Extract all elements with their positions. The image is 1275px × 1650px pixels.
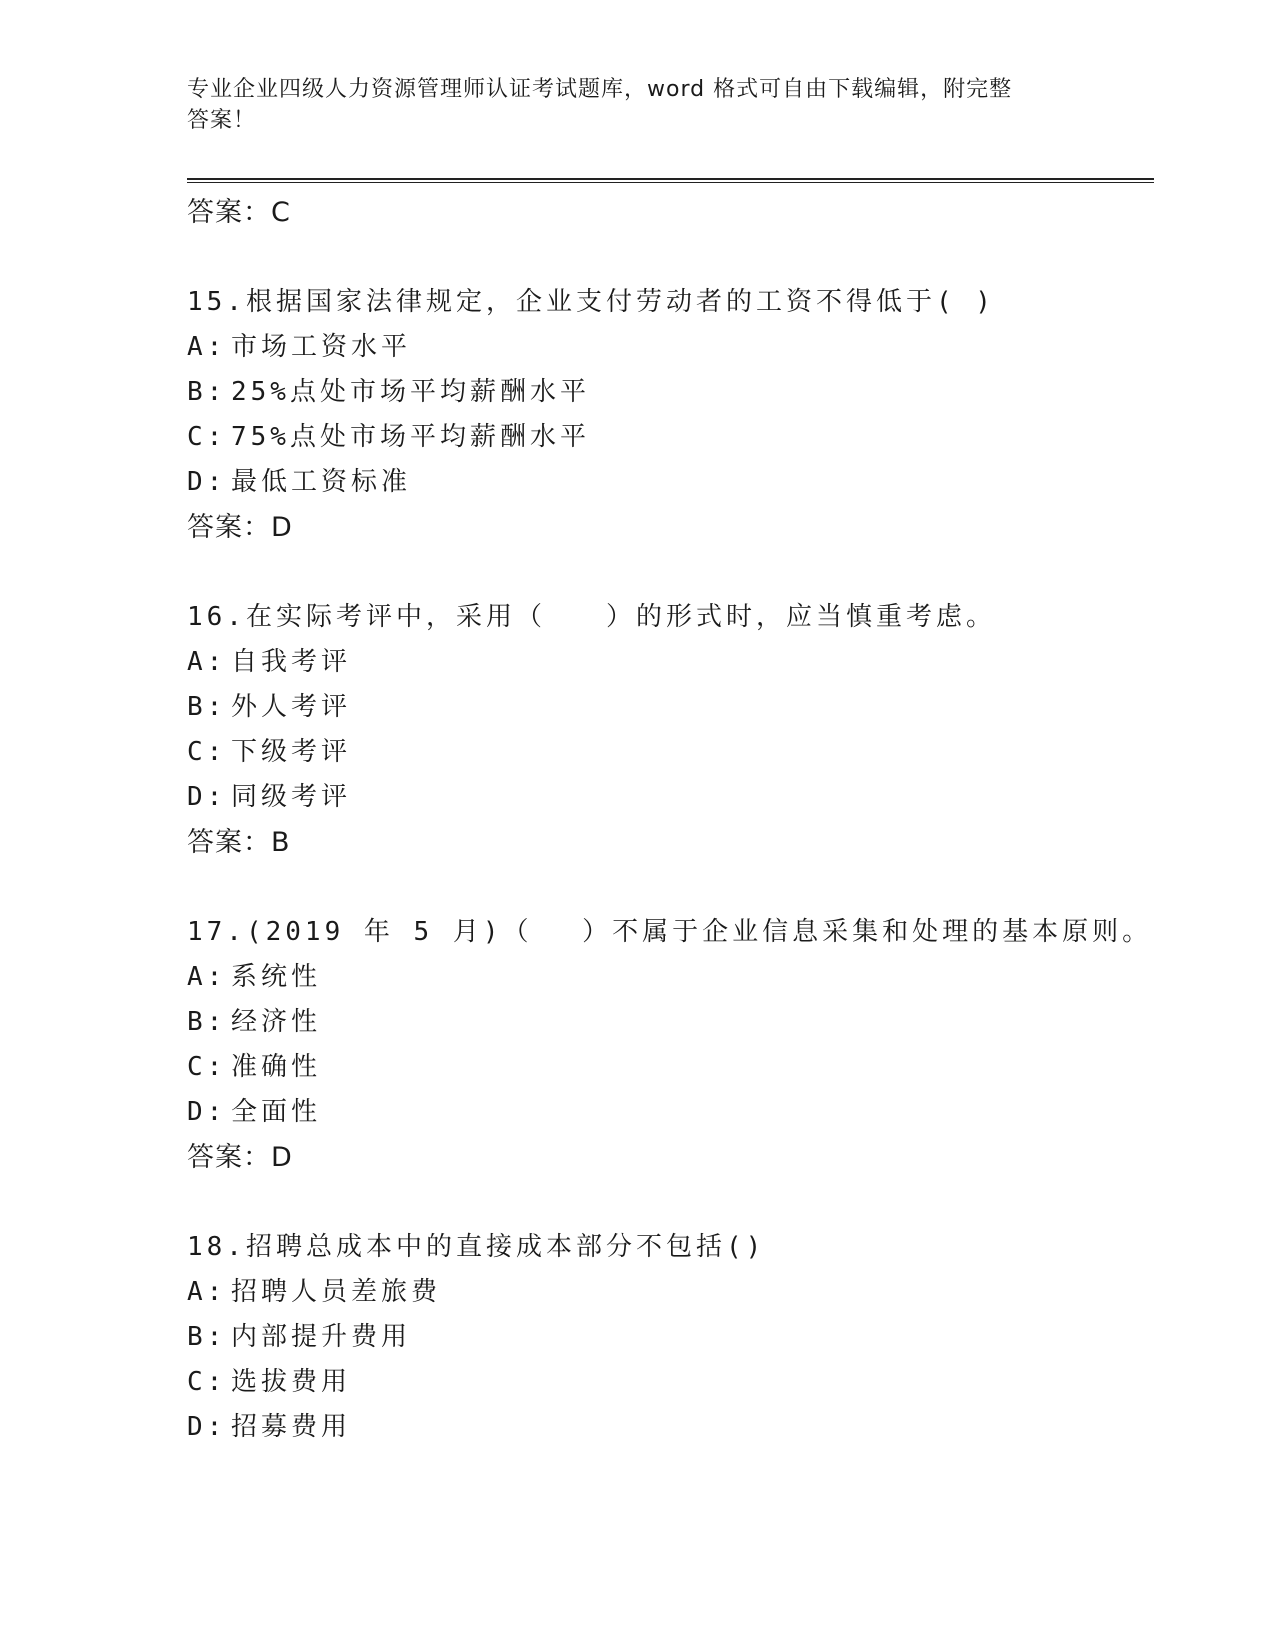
option-c [187,730,1147,775]
option-text: 外人考评 [231,692,352,722]
option-key: B: [187,1322,227,1352]
option-text: 准确性 [231,1052,322,1082]
option-d [187,1405,1147,1450]
option-b [187,1000,1147,1045]
option-a [187,640,1147,685]
option-b [187,370,1147,415]
option-text: 经济性 [231,1007,322,1037]
question-answer: 答案：D [187,512,293,543]
question-stem: 18.招聘总成本中的直接成本部分不包括() [187,1232,766,1262]
option-c [187,1045,1147,1090]
option-text: 自我考评 [231,647,352,677]
spacer [187,235,1147,280]
option-text: 最低工资标准 [231,467,412,497]
question-answer: 答案：D [187,1142,293,1173]
header-divider [187,178,1154,183]
previous-answer: 答案：C [187,197,291,228]
option-a [187,955,1147,1000]
page-header [187,74,1067,136]
question-block-15 [187,280,1147,550]
option-a [187,325,1147,370]
question-block-17 [187,910,1153,1180]
option-d [187,1090,1147,1135]
question-list [187,190,1153,1450]
option-key: B: [187,1007,227,1037]
option-key: D: [187,467,227,497]
option-text: 招募费用 [231,1412,352,1442]
option-key: B: [187,377,227,407]
option-b [187,685,1147,730]
option-key: C: [187,1052,227,1082]
option-d [187,775,1147,820]
option-text: 同级考评 [231,782,352,812]
question-block-18 [187,1225,1147,1450]
question-answer: 答案：B [187,827,291,858]
option-text: 75%点处市场平均薪酬水平 [231,422,590,452]
question-block-16 [187,595,1147,865]
option-key: C: [187,422,227,452]
option-c [187,1360,1147,1405]
option-key: D: [187,1097,227,1127]
option-key: D: [187,782,227,812]
option-text: 选拔费用 [231,1367,352,1397]
spacer [187,1180,1147,1225]
question-stem: 15.根据国家法律规定，企业支付劳动者的工资不得低于( ) [187,287,995,317]
option-key: B: [187,692,227,722]
option-key: D: [187,1412,227,1442]
option-text: 内部提升费用 [231,1322,412,1352]
spacer [187,550,1147,595]
header-line-2: 答案！ [187,108,257,133]
option-text: 系统性 [231,962,322,992]
option-text: 下级考评 [231,737,352,767]
question-stem: 16.在实际考评中，采用（ ）的形式时，应当慎重考虑。 [187,602,996,632]
option-key: A: [187,1277,227,1307]
option-key: A: [187,647,227,677]
option-key: C: [187,1367,227,1397]
option-text: 全面性 [231,1097,322,1127]
option-key: A: [187,962,227,992]
option-d [187,460,1147,505]
option-text: 招聘人员差旅费 [231,1277,442,1307]
option-a [187,1270,1147,1315]
option-text: 25%点处市场平均薪酬水平 [231,377,590,407]
option-b [187,1315,1147,1360]
question-stem: 17.(2019 年 5 月)（ ）不属于企业信息采集和处理的基本原则。 [187,917,1153,947]
option-c [187,415,1147,460]
spacer [187,865,1147,910]
option-text: 市场工资水平 [231,332,412,362]
option-key: C: [187,737,227,767]
header-line-1: 专业企业四级人力资源管理师认证考试题库，word 格式可自由下载编辑，附完整 [187,77,1013,102]
option-key: A: [187,332,227,362]
